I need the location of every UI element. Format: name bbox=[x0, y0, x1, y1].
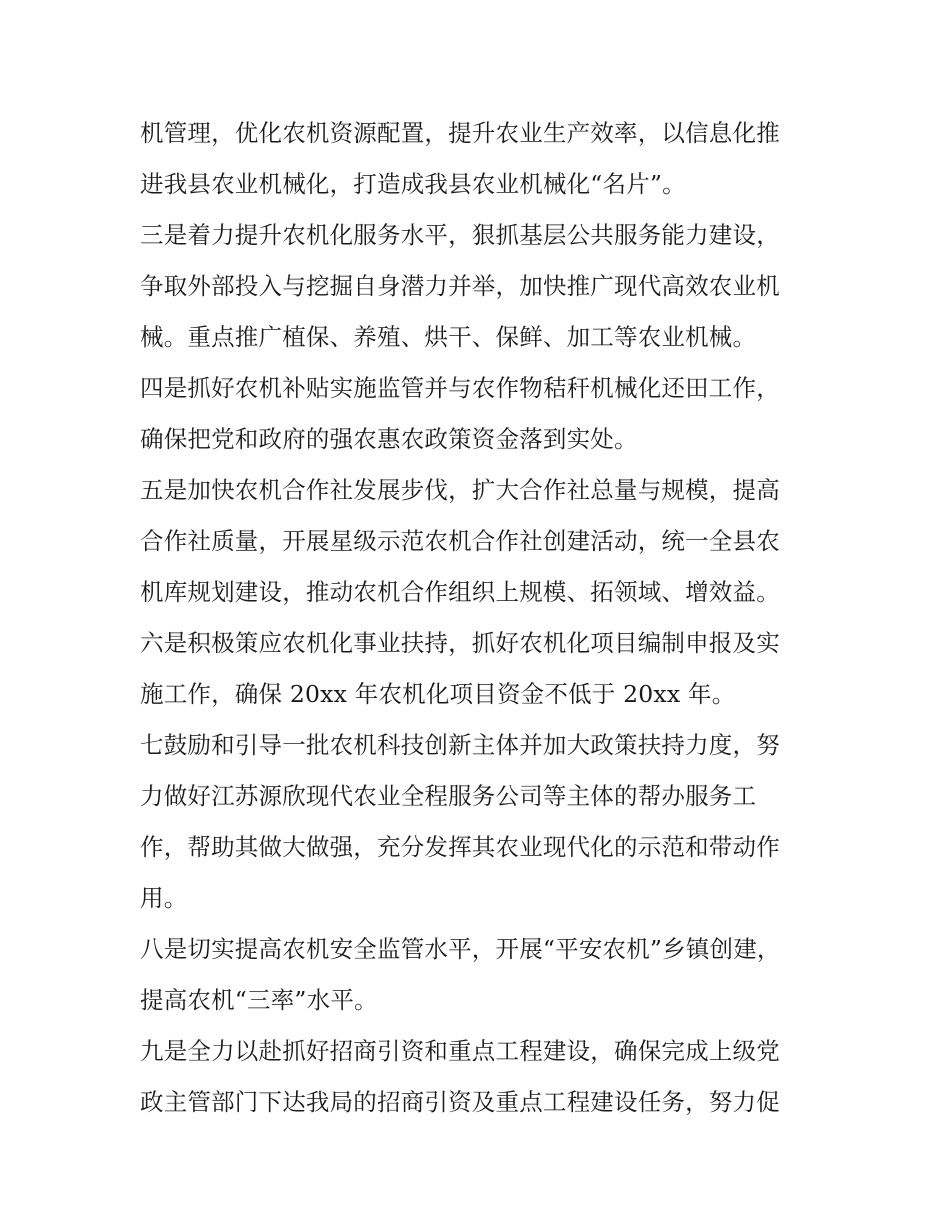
text-line: 作，帮助其做大做强，充分发挥其农业现代化的示范和带动作 bbox=[140, 833, 780, 861]
text-line: 五是加快农机合作社发展步伐，扩大合作社总量与规模，提高 bbox=[140, 476, 780, 504]
text-line: 八是切实提高农机安全监管水平，开展“平安农机”乡镇创建， bbox=[140, 935, 781, 963]
document-body bbox=[140, 108, 820, 1128]
text-line: 确保把党和政府的强农惠农政策资金落到实处。 bbox=[140, 425, 638, 453]
text-line: 四是抓好农机补贴实施监管并与农作物秸秆机械化还田工作， bbox=[140, 374, 780, 402]
text-line: 三是着力提升农机化服务水平，狠抓基层公共服务能力建设， bbox=[140, 221, 780, 249]
text-line: 进我县农业机械化，打造成我县农业机械化“名片”。 bbox=[140, 170, 686, 198]
text-line: 力做好江苏源欣现代农业全程服务公司等主体的帮办服务工 bbox=[140, 782, 757, 810]
text-line: 合作社质量，开展星级示范农机合作社创建活动，统一全县农 bbox=[140, 527, 780, 555]
text-line: 七鼓励和引导一批农机科技创新主体并加大政策扶持力度，努 bbox=[140, 731, 780, 759]
text-line: 机库规划建设，推动农机合作组织上规模、拓领域、增效益。 bbox=[140, 578, 780, 606]
text-line: 九是全力以赴抓好招商引资和重点工程建设，确保完成上级党 bbox=[140, 1037, 780, 1065]
text-line: 机管理，优化农机资源配置，提升农业生产效率，以信息化推 bbox=[140, 119, 780, 147]
text-line: 提高农机“三率”水平。 bbox=[140, 986, 378, 1014]
text-line: 争取外部投入与挖掘自身潜力并举，加快推广现代高效农业机 bbox=[140, 272, 780, 300]
text-line: 施工作，确保 20xx 年农机化项目资金不低于 20xx 年。 bbox=[140, 680, 736, 708]
text-line: 用。 bbox=[140, 884, 188, 912]
text-line: 械。重点推广植保、养殖、烘干、保鲜、加工等农业机械。 bbox=[140, 323, 757, 351]
text-line: 六是积极策应农机化事业扶持，抓好农机化项目编制申报及实 bbox=[140, 629, 780, 657]
text-line: 政主管部门下达我局的招商引资及重点工程建设任务，努力促 bbox=[140, 1088, 780, 1116]
